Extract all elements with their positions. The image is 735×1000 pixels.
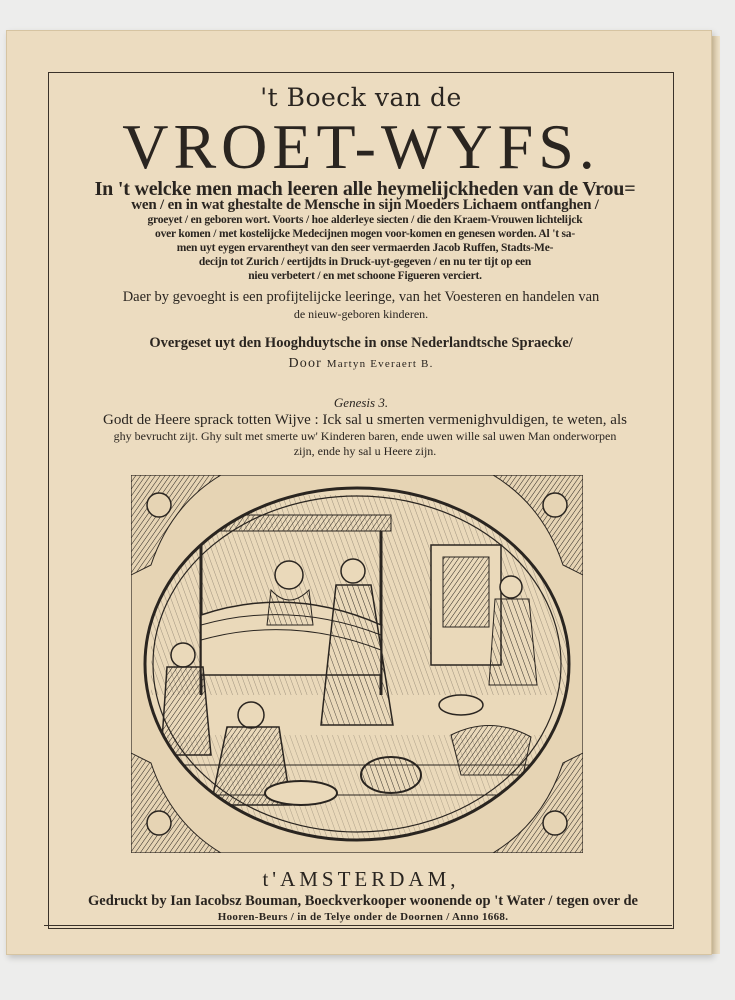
quote-line-2: ghy bevrucht zijt. Ghy sult met smerte uw' Kinderen baren, ende uwen wille sal uwen Man onderworpen [113,429,617,443]
bottom-rule [44,925,672,926]
subtitle-line-7: nieu verbetert / en met schoone Figueren verciert. [248,270,482,282]
subtitle-line-4: over komen / met kostelijcke Medecijnen mogen voor-komen en genesen worden. Al 't sa- [155,228,575,240]
imprint-city: t'AMSTERDAM, [262,867,460,891]
title-page [6,30,712,955]
title-big: VROET-WYFS. [122,111,600,182]
supplement-line-2: de nieuw-geboren kinderen. [293,307,429,321]
author-prefix: Door [288,356,323,371]
supplement-note [69,289,653,323]
imprint-line-1: Gedruckt by Ian Iacobsz Bouman, Boeckverkooper woonende op 't Water / tegen over de [88,893,638,909]
author-line [49,356,673,372]
subtitle-line-2: wen / en in wat ghestalte de Mensche in sijn Moeders Lichaem ontfanghen / [131,197,599,213]
imprint [57,893,669,925]
subtitle-line-3: groeyet / en geboren wort. Voorts / hoe alderleye siecten / die den Kraem-Vrouwen lichtelijck [147,214,583,226]
scripture-reference: Genesis 3. [333,395,389,410]
supplement-line-1: Daer by gevoeght is een profijtelijcke leeringe, van het Voesteren en handelen van [122,289,600,305]
title-small: 't Boeck van de [260,83,462,112]
subtitle-line-6: decijn tot Zurich / eertijdts in Druck-uyt-gegeven / en nu ter tijt op een [198,256,532,268]
subtitle-line-1: In 't welcke men mach leeren alle heymelijckheden van de Vrou= [94,178,636,200]
imprint-line-2: Hooren-Beurs / in de Telye onder de Doornen / Anno 1668. [217,911,509,923]
author-name: Martyn Everaert B. [326,358,434,370]
quote-line-3: zijn, ende hy sal u Heere zijn. [293,444,437,458]
paper-edge [712,36,720,954]
subtitle-blackletter [75,178,655,283]
woodcut-illustration [131,475,583,853]
border-frame [48,72,674,929]
translation-note: Overgeset uyt den Hooghduytsche in onse Nederlandtsche Spraecke/ [149,335,573,351]
subtitle-line-5: men uyt eygen ervarentheyt van den seer vermaerden Jacob Ruffen, Stadts-Me- [176,242,554,254]
quote-line-1: Godt de Heere sprack totten Wijve : Ick sal u smerten vermenighvuldigen, te weten, als [103,412,627,428]
scripture-quote [79,412,651,459]
